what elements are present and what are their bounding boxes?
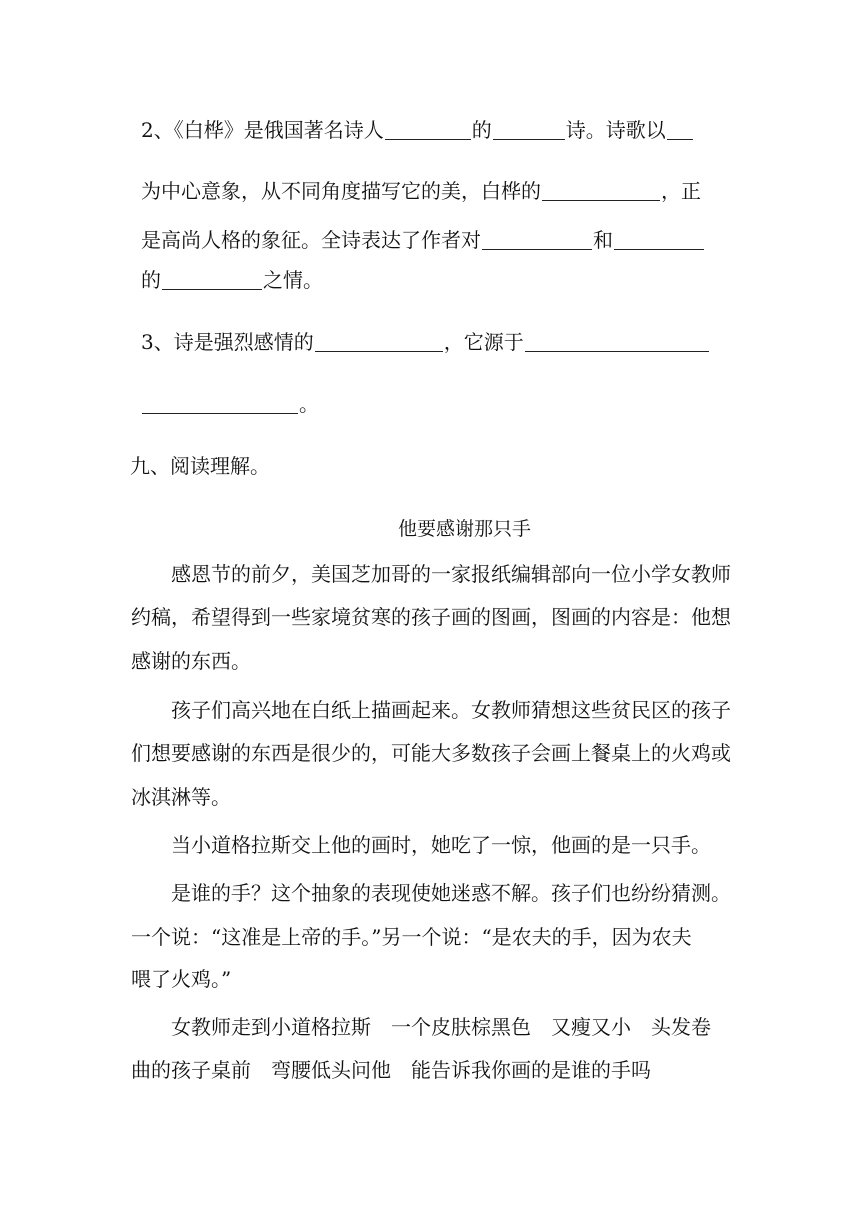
passage-line: 约稿，希望得到一些家境贫寒的孩子画的图画，图画的内容是：他想 (131, 605, 731, 629)
q2-text: 的 (471, 118, 492, 142)
passage-line: 一个说：“这准是上帝的手。”另一个说：“是农夫的手，因为农夫 (131, 925, 692, 949)
passage-line: 们想要感谢的东西是很少的，可能大多数孩子会画上餐桌上的火鸡或 (131, 741, 731, 765)
q2-text: 2、《白桦》是俄国著名诗人 (141, 118, 384, 142)
passage-line: 喂了火鸡。” (131, 967, 232, 991)
passage-line: 曲的孩子桌前 弯腰低头问他 能告诉我你画的是谁的手吗 (131, 1058, 651, 1082)
answer-blank[interactable] (525, 331, 709, 352)
passage-line: 当小道格拉斯交上他的画时，她吃了一惊，他画的是一只手。 (171, 833, 711, 857)
q2-text: 为中心意象，从不同角度描写它的美，白桦的 (141, 179, 541, 203)
answer-blank[interactable] (482, 229, 592, 250)
q3-text: ，它源于 (443, 330, 524, 354)
answer-blank[interactable] (542, 180, 660, 201)
q2-line-4 (141, 268, 323, 292)
passage-line: 是谁的手？这个抽象的表现使她迷惑不解。孩子们也纷纷猜测。 (171, 881, 731, 905)
q2-text: 之情。 (263, 268, 323, 292)
q2-text: 和 (593, 228, 613, 252)
answer-blank[interactable] (142, 393, 298, 414)
q2-line-1 (141, 118, 694, 142)
answer-blank[interactable] (614, 229, 704, 250)
passage-line: 冰淇淋等。 (131, 785, 231, 809)
q2-text: 的 (141, 268, 161, 292)
answer-blank[interactable] (315, 331, 443, 352)
q3-line-2 (141, 392, 319, 416)
q2-text: ，正 (661, 179, 701, 203)
answer-blank[interactable] (493, 119, 565, 140)
answer-blank[interactable] (385, 119, 471, 140)
passage-line: 女教师走到小道格拉斯 一个皮肤棕黑色 又瘦又小 头发卷 (171, 1015, 711, 1039)
passage-line: 感恩节的前夕，美国芝加哥的一家报纸编辑部向一位小学女教师 (171, 562, 731, 586)
passage-title: 他要感谢那只手 (398, 518, 532, 540)
passage-line: 感谢的东西。 (131, 649, 251, 673)
q3-text: 。 (299, 392, 319, 416)
section-heading: 九、阅读理解。 (130, 454, 270, 478)
q2-line-3 (141, 228, 705, 252)
q3-line-1 (141, 330, 710, 354)
answer-blank[interactable] (162, 269, 262, 290)
q2-line-2 (141, 179, 701, 203)
passage-line: 孩子们高兴地在白纸上描画起来。女教师猜想这些贫民区的孩子 (171, 698, 731, 722)
answer-blank[interactable] (667, 119, 693, 140)
q3-text: 3、诗是强烈感情的 (141, 330, 314, 354)
q2-text: 诗。诗歌以 (565, 118, 666, 142)
q2-text: 是高尚人格的象征。全诗表达了作者对 (141, 228, 481, 252)
